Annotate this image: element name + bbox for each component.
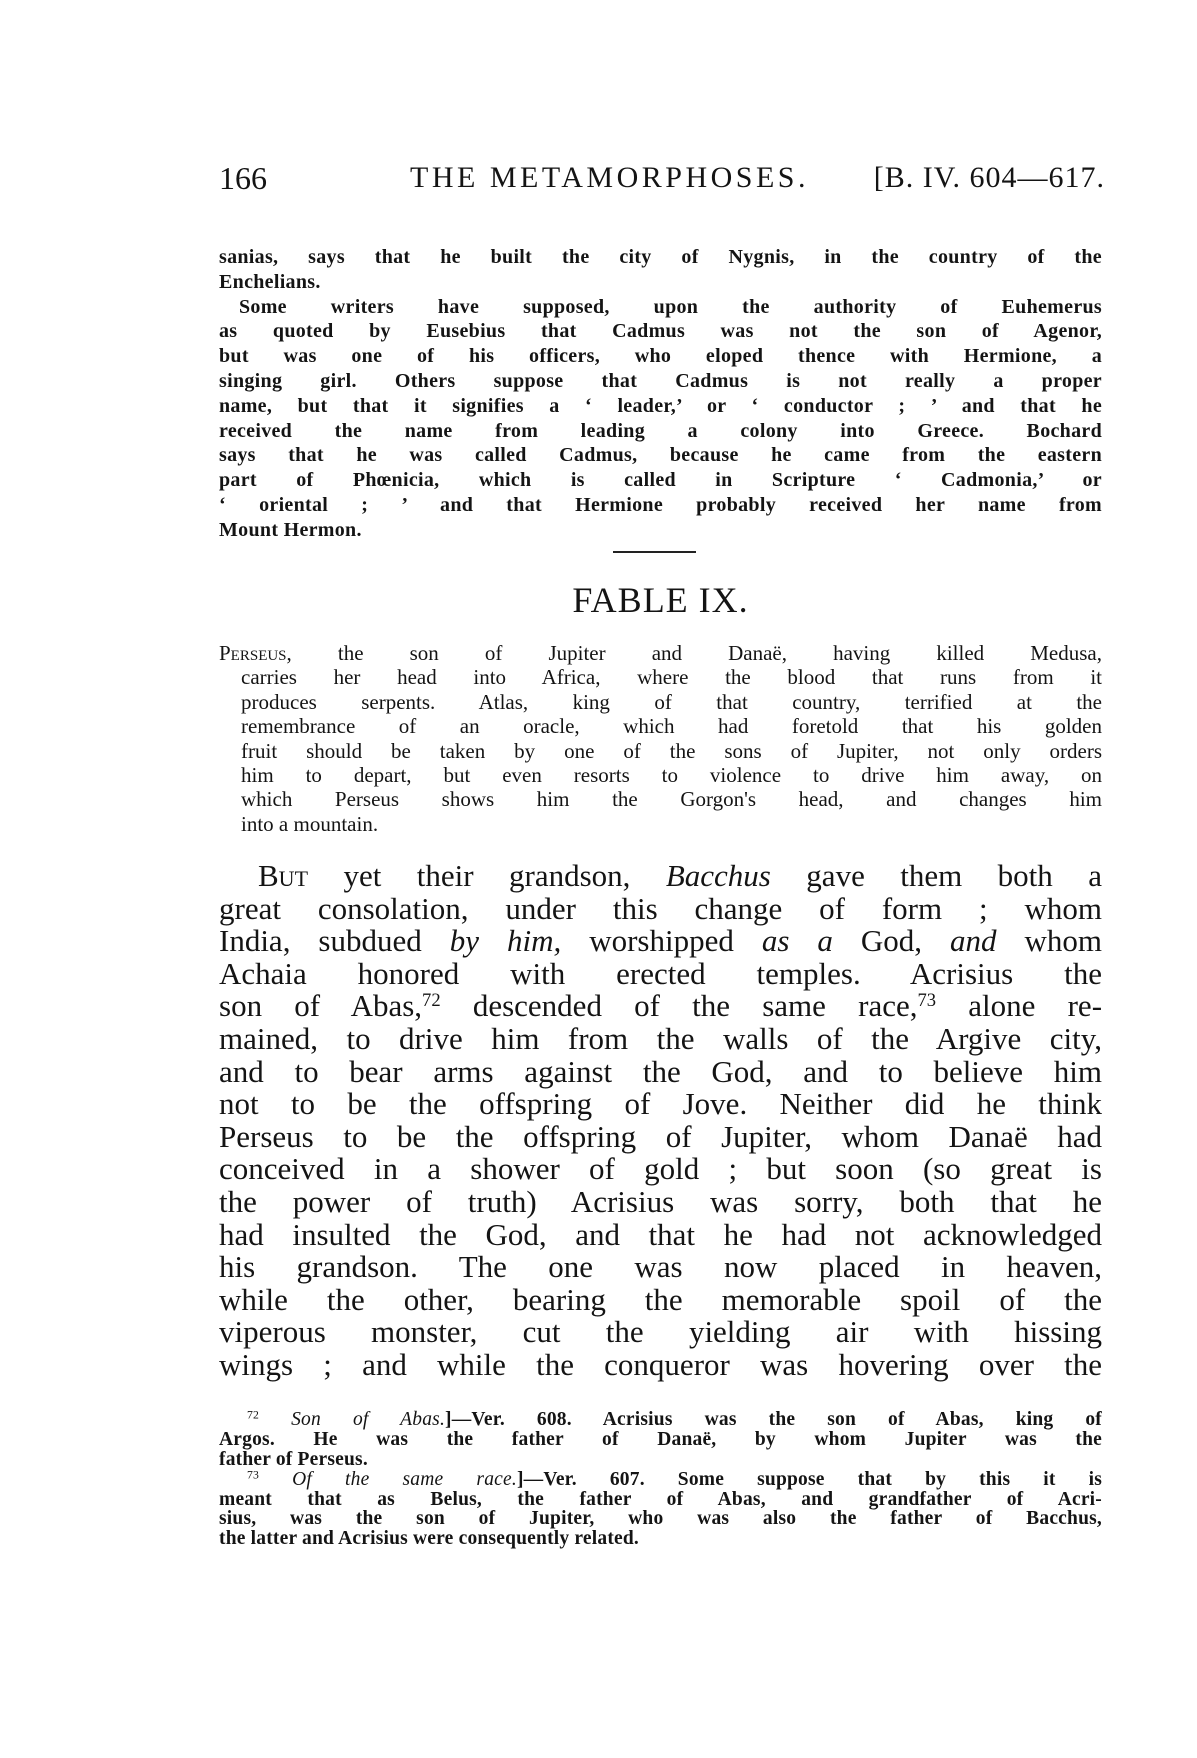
text-segment: , the son of Jupiter and Danaë, having killed Medusa, — [286, 641, 1102, 665]
text-line — [219, 369, 1102, 394]
footnotes — [219, 1410, 1102, 1549]
footnote-reference: 73 — [247, 1468, 260, 1482]
text-segment: But — [258, 858, 309, 893]
text-segment: the power of truth) Acrisius was sorry, both that he — [219, 1183, 1102, 1219]
text-segment: not to be the offspring of Jove. Neither did he think — [219, 1086, 1102, 1122]
text-line — [219, 419, 1102, 444]
text-segment: ‘ oriental ; ’ and that Hermione probably received her name from — [219, 493, 1102, 516]
text-segment: Argos. He was the father of Danaë, by whom Jupiter was the — [219, 1428, 1102, 1450]
text-segment: mained, to drive him from the walls of the Argive city, — [219, 1020, 1102, 1056]
running-title: THE METAMORPHOSES. — [410, 161, 809, 194]
page-number: 166 — [219, 160, 267, 196]
text-segment: singing girl. Others suppose that Cadmus is not really a proper — [219, 369, 1102, 392]
text-segment: Perseus to be the offspring of Jupiter, whom Danaë had — [219, 1118, 1102, 1154]
text-segment: the latter and Acrisius were consequently related. — [219, 1528, 640, 1550]
text-segment: worshipped — [561, 923, 762, 959]
text-line — [219, 1216, 1102, 1252]
italic-text: by him, — [449, 923, 562, 959]
text-line — [219, 1020, 1102, 1056]
text-line — [219, 344, 1102, 369]
book-verse-reference: [B. IV. 604—617. — [873, 161, 1105, 194]
text-segment: sius, was the son of Jupiter, who was also the father of Bacchus, — [219, 1508, 1102, 1530]
text-segment: descended of the same race, — [440, 988, 918, 1024]
text-segment: son of Abas, — [219, 988, 423, 1024]
text-segment: whom — [996, 923, 1102, 959]
text-segment: which Perseus shows him the Gorgon's head, and changes him — [241, 787, 1102, 812]
text-segment: produces serpents. Atlas, king of that country, terrified at the — [241, 689, 1102, 714]
text-segment — [259, 1409, 291, 1430]
text-segment: had insulted the God, and that he had not acknowledged — [219, 1216, 1102, 1252]
text-line — [219, 394, 1102, 419]
text-line — [219, 812, 1102, 836]
text-line — [219, 1251, 1102, 1284]
text-line — [219, 955, 1102, 991]
text-segment — [259, 1469, 292, 1490]
text-line — [219, 1153, 1102, 1186]
text-segment: but was one of his officers, who eloped thence with Hermione, a — [219, 345, 1102, 368]
text-segment: father of Perseus. — [219, 1448, 368, 1470]
italic-text: Bacchus — [665, 858, 771, 893]
text-segment: sanias, says that he built the city of Nygnis, in the country of the — [219, 246, 1102, 268]
text-segment: Mount Hermon. — [219, 518, 362, 541]
text-line — [219, 1430, 1102, 1450]
text-segment: gave them both a — [770, 858, 1102, 893]
text-line — [219, 787, 1102, 811]
text-line — [219, 1118, 1102, 1154]
italic-text: and — [950, 923, 997, 959]
text-segment: while the other, bearing the memorable spoil of the — [219, 1281, 1102, 1317]
text-line — [219, 295, 1102, 320]
italic-text: Son of Abas. — [291, 1409, 446, 1430]
text-line — [219, 468, 1102, 493]
text-segment: wings ; and while the conqueror was hovering over the — [219, 1346, 1102, 1382]
text-segment: Some writers have supposed, upon the authority of Euhemerus — [239, 295, 1102, 318]
text-line — [219, 1183, 1102, 1219]
text-segment: meant that as Belus, the father of Abas, and grandfather of Acri- — [219, 1488, 1102, 1510]
text-segment: as quoted by Eusebius that Cadmus was not the son of Agenor, — [219, 320, 1102, 343]
text-segment: Enchelians. — [219, 270, 321, 293]
text-segment: alone re- — [936, 988, 1103, 1024]
text-line — [219, 763, 1102, 787]
text-line — [219, 1316, 1102, 1349]
text-segment: viperous monster, cut the yielding air with hissing — [219, 1314, 1102, 1350]
text-line — [219, 1490, 1102, 1510]
text-segment: him to depart, but even resorts to violence to drive him away, on — [241, 762, 1102, 787]
text-line — [219, 641, 1102, 665]
text-line — [219, 1088, 1102, 1121]
text-line — [219, 245, 1102, 270]
section-divider — [613, 551, 696, 553]
text-line — [219, 493, 1102, 518]
continued-note-paragraphs — [219, 245, 1102, 543]
text-line — [219, 925, 1102, 958]
text-line — [219, 443, 1102, 468]
text-segment: yet their grandson, — [308, 858, 666, 893]
text-segment: carries her head into Africa, where the blood that runs from it — [241, 665, 1102, 690]
italic-text: Of the same race. — [292, 1468, 517, 1490]
text-line — [219, 518, 1102, 543]
text-segment: Achaia honored with erected temples. Acrisius the — [219, 955, 1102, 991]
footnote-reference: 73 — [917, 990, 937, 1012]
text-line — [219, 890, 1102, 926]
text-line — [219, 1053, 1102, 1089]
text-segment: his grandson. The one was now placed in heaven, — [219, 1249, 1102, 1285]
text-segment: received the name from leading a colony into Greece. Bochard — [219, 419, 1102, 442]
text-line — [219, 1529, 1102, 1549]
text-line — [219, 665, 1102, 689]
italic-text: as a — [761, 923, 833, 959]
text-line — [219, 860, 1102, 893]
text-segment: Perseus — [219, 641, 287, 665]
text-line — [219, 714, 1102, 738]
text-segment: says that he was called Cadmus, because he came from the eastern — [219, 444, 1102, 467]
text-segment: India, subdued — [219, 923, 450, 959]
text-segment: ]—Ver. 607. Some suppose that by this it is — [516, 1468, 1102, 1490]
text-line — [219, 1470, 1102, 1490]
text-segment: part of Phœnicia, which is called in Scripture ‘ Cadmonia,’ or — [219, 469, 1102, 492]
text-line — [219, 1450, 1102, 1470]
text-segment: remembrance of an oracle, which had foretold that his golden — [241, 714, 1102, 739]
text-segment: God, — [832, 923, 950, 959]
text-segment: into a mountain. — [241, 811, 379, 836]
text-line — [219, 690, 1102, 714]
fable-argument — [219, 641, 1102, 836]
text-segment: conceived in a shower of gold ; but soon (so great is — [219, 1151, 1102, 1187]
text-line — [219, 990, 1102, 1023]
text-segment: and to bear arms against the God, and to believe him — [219, 1053, 1102, 1089]
fable-heading: FABLE IX. — [572, 580, 749, 620]
footnote-reference: 72 — [422, 990, 441, 1012]
text-segment: ]—Ver. 608. Acrisius was the son of Abas, king of — [445, 1409, 1102, 1430]
text-line — [219, 270, 1102, 295]
text-line — [219, 1509, 1102, 1529]
text-line — [219, 1346, 1102, 1382]
text-line — [219, 739, 1102, 763]
footnote-reference: 72 — [247, 1408, 260, 1422]
text-segment: great consolation, under this change of form ; whom — [219, 890, 1102, 926]
text-segment: name, but that it signifies a ‘ leader,’ or ‘ conductor ; ’ and that he — [219, 394, 1102, 417]
text-line — [219, 319, 1102, 344]
text-line — [219, 1281, 1102, 1317]
text-line — [219, 1410, 1102, 1430]
text-segment: fruit should be taken by one of the sons of Jupiter, not only orders — [241, 738, 1102, 763]
main-translation-text — [219, 860, 1102, 1382]
